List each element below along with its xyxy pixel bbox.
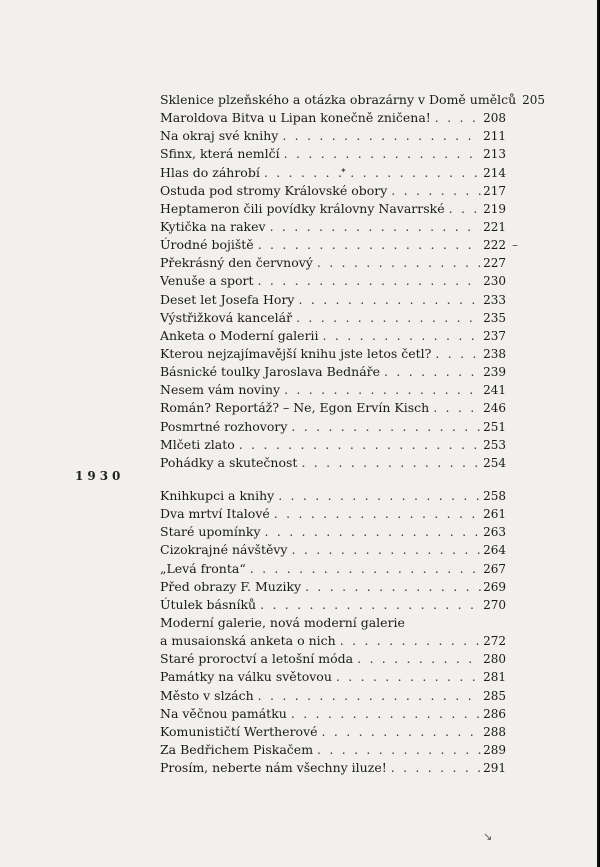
dot-leader (239, 436, 481, 454)
entry-title: Kytička na rakev (160, 218, 266, 234)
toc-entry (160, 705, 506, 723)
entry-title: Komunističtí Wertherové (160, 723, 318, 739)
toc-entry (160, 668, 506, 686)
dot-leader (433, 399, 481, 417)
toc-entry (160, 650, 506, 668)
entry-title: Výstřižková kancelář (160, 309, 293, 325)
entry-title: Pohádky a skutečnost (160, 454, 298, 470)
entry-page-number: 222 (483, 238, 506, 253)
toc-section-1929 (160, 91, 546, 472)
toc-entry (160, 381, 506, 399)
entry-page-number: 251 (483, 419, 506, 434)
toc-entry (160, 91, 546, 109)
dot-leader (449, 200, 481, 218)
dot-leader (340, 632, 481, 650)
entry-page-number: 208 (483, 111, 506, 126)
entry-title: „Levá fronta“ (160, 560, 246, 576)
entry-page-number: 214 (483, 165, 506, 180)
entry-title-continued: a musaionská anketa o nich (160, 633, 336, 649)
entry-page-number: 270 (483, 597, 506, 612)
toc-entry (160, 614, 506, 650)
entry-page-number: 230 (483, 274, 506, 289)
entry-title: Nesem vám noviny (160, 382, 281, 398)
entry-page-number: 246 (483, 401, 506, 416)
entry-title: Staré proroctví a letošní móda (160, 651, 354, 667)
toc-entry (160, 309, 506, 327)
toc-entry (160, 560, 506, 578)
entry-page-number: 286 (483, 706, 506, 721)
toc-section-1930 (160, 487, 506, 777)
dot-leader (274, 505, 481, 523)
entry-page-number: 291 (483, 761, 506, 776)
dot-leader (265, 523, 482, 541)
dot-leader (284, 381, 481, 399)
entry-title: Heptameron čili povídky královny Navarrské (160, 200, 445, 216)
entry-page-number: 258 (483, 489, 506, 503)
toc-entry (160, 741, 506, 759)
entry-page-number: 269 (483, 579, 506, 594)
dot-leader (336, 668, 481, 686)
toc-entry (160, 254, 506, 272)
dot-leader (250, 560, 481, 578)
entry-title: Překrásný den červnový (160, 255, 313, 271)
entry-page-number: 280 (483, 652, 506, 667)
entry-title: Na věčnou památku (160, 705, 287, 721)
entry-page-number: 239 (483, 365, 506, 380)
toc-entry (160, 418, 506, 436)
entry-title: Sklenice plzeňského a otázka obrazárny v Domě umělců (160, 92, 517, 107)
entry-page-number: 211 (483, 129, 506, 144)
dot-leader (357, 650, 481, 668)
toc-entry (160, 200, 506, 218)
toc-entry (160, 687, 506, 705)
entry-page-number: 281 (483, 670, 506, 685)
dot-leader (435, 109, 481, 127)
dot-leader (270, 218, 482, 236)
toc-entry (160, 127, 506, 145)
entry-title: Dva mrtví Italové (160, 506, 270, 522)
dot-leader (291, 418, 481, 436)
toc-entry (160, 182, 506, 200)
entry-page-number: 221 (483, 219, 506, 234)
dot-leader (258, 272, 482, 290)
entry-page-number: 217 (483, 183, 506, 198)
toc-entry (160, 345, 506, 363)
toc-entry (160, 399, 506, 417)
toc-entry (160, 487, 506, 505)
entry-page-number: 267 (483, 561, 506, 576)
entry-page-number: 254 (483, 455, 506, 470)
dot-leader (278, 487, 481, 505)
entry-page-number: 272 (483, 634, 506, 649)
entry-title: Venuše a sport (160, 273, 254, 289)
toc-entry (160, 454, 506, 472)
toc-entry (160, 436, 506, 454)
entry-page-number: 233 (483, 292, 506, 307)
entry-page-number: 237 (483, 328, 506, 343)
entry-first-line (160, 614, 506, 632)
toc-entry (160, 236, 506, 254)
entry-page-number: 238 (483, 346, 506, 361)
dot-leader (317, 741, 481, 759)
entry-title: Úrodné bojiště (160, 237, 254, 253)
entry-title: Posmrtné rozhovory (160, 418, 288, 434)
margin-stray-mark: – (512, 238, 518, 252)
entry-page-number: 241 (483, 383, 506, 398)
entry-title: Památky na válku světovou (160, 669, 332, 685)
entry-title: Sfinx, která nemlčí (160, 146, 280, 162)
dot-leader (391, 182, 481, 200)
dot-leader (292, 541, 482, 559)
toc-entry (160, 505, 506, 523)
toc-entry (160, 723, 506, 741)
entry-title: Maroldova Bitva u Lipan konečně zničena! (160, 110, 431, 126)
toc-entry (160, 523, 506, 541)
dot-leader (296, 309, 481, 327)
dot-leader (322, 723, 482, 741)
toc-entry (160, 272, 506, 290)
dot-leader (260, 596, 481, 614)
toc-entry (160, 109, 506, 127)
toc-entry (160, 541, 506, 559)
entry-title: Město v slzách (160, 687, 254, 703)
entry-page-number: 227 (483, 256, 506, 271)
dot-leader (391, 759, 481, 777)
margin-stray-mark: ✦ (340, 166, 347, 175)
entry-second-line (160, 632, 506, 650)
dot-leader (305, 578, 481, 596)
year-heading: 1930 (75, 469, 125, 483)
entry-page-number: 205 (522, 93, 546, 107)
entry-page-number: 289 (483, 742, 506, 757)
dot-leader (435, 345, 481, 363)
entry-title: Román? Reportáž? – Ne, Egon Ervín Kisch (160, 400, 430, 416)
toc-entry (160, 759, 506, 777)
dot-leader (301, 454, 481, 472)
entry-page-number: 253 (483, 437, 506, 452)
dot-leader (323, 327, 482, 345)
toc-entry (160, 327, 506, 345)
toc-entry (160, 145, 506, 163)
entry-title: Moderní galerie, nová moderní galerie (160, 614, 405, 630)
entry-page-number: 263 (483, 525, 506, 540)
dot-leader (317, 254, 481, 272)
entry-title: Knihkupci a knihy (160, 488, 275, 503)
entry-title: Kterou nejzajímavější knihu jste letos četl? (160, 345, 432, 361)
entry-page-number: 285 (483, 688, 506, 703)
dot-leader (291, 705, 481, 723)
dot-leader (284, 145, 481, 163)
dot-leader (258, 687, 481, 705)
toc-entry (160, 578, 506, 596)
toc-entry (160, 291, 506, 309)
entry-page-number: 213 (483, 147, 506, 162)
dot-leader (282, 127, 481, 145)
entry-title: Ostuda pod stromy Královské obory (160, 182, 388, 198)
entry-title: Za Bedřichem Piskačem (160, 741, 314, 757)
entry-title: Staré upomínky (160, 524, 261, 540)
toc-entry (160, 218, 506, 236)
entry-title: Básnické toulky Jaroslava Bednáře (160, 364, 381, 380)
entry-title: Prosím, neberte nám všechny iluze! (160, 760, 387, 776)
dot-leader (258, 236, 481, 254)
entry-title: Hlas do záhrobí (160, 164, 260, 180)
entry-page-number: 288 (483, 724, 506, 739)
toc-entry (160, 164, 506, 182)
margin-stray-mark: ↘ (483, 830, 493, 843)
entry-title: Deset let Josefa Hory (160, 291, 295, 307)
entry-title: Cizokrajné návštěvy (160, 542, 288, 558)
entry-title: Mlčeti zlato (160, 436, 235, 452)
toc-entry (160, 363, 506, 381)
dot-leader (384, 363, 481, 381)
entry-page-number: 264 (483, 543, 506, 558)
entry-page-number: 261 (483, 507, 506, 522)
entry-title: Anketa o Moderní galerii (160, 327, 319, 343)
dot-leader (264, 164, 481, 182)
entry-page-number: 219 (483, 201, 506, 216)
entry-title: Na okraj své knihy (160, 128, 279, 144)
toc-entry (160, 596, 506, 614)
entry-page-number: 235 (483, 310, 506, 325)
entry-title: Útulek básníků (160, 596, 257, 612)
dot-leader (299, 291, 482, 309)
entry-title: Před obrazy F. Muziky (160, 578, 302, 594)
